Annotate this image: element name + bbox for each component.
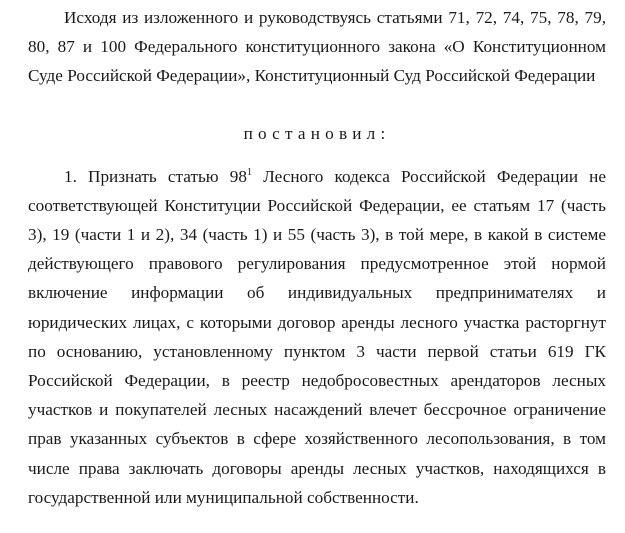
intro-paragraph: Исходя из изложенного и руководствуясь статьями 71, 72, 74, 75, 78, 79, 80, 87 и 100 Федерального конституционного закона «О Конституционном Суде Российской Федерации», Конституционный Суд Российской Федерации bbox=[28, 8, 606, 86]
item-1-prefix: 1. Признать статью 98 bbox=[64, 166, 247, 186]
article-superscript: 1 bbox=[246, 166, 252, 178]
document-page bbox=[28, 0, 606, 512]
item-1-paragraph bbox=[28, 162, 606, 512]
decision-heading: постановил: bbox=[243, 123, 391, 143]
item-1-text: Лесного кодекса Российской Федерации не соответствующей Конституции Российской Федерации, ее статьям 17 (часть 3), 19 (части 1 и 2), 34 (часть 1) и 55 (часть 3), в той мере, в какой в системе действующего правового регулирования предусмотренное этой нормой включение информации об индивидуальных предпринимателях и юридических лицах, с которыми договор аренды лесного участка расторгнут по основанию, установленному пунктом 3 части первой статьи 619 ГК Российской Федерации, в реестр недобросовестных арендаторов лесных участков и покупателей лесных насаждений влечет бессрочное ограничение прав указанных субъектов в сфере хозяйственного лесопользования, в том числе права заключать договоры аренды лесных участков, находящихся в государственной или муниципальной собственности. bbox=[28, 166, 606, 507]
